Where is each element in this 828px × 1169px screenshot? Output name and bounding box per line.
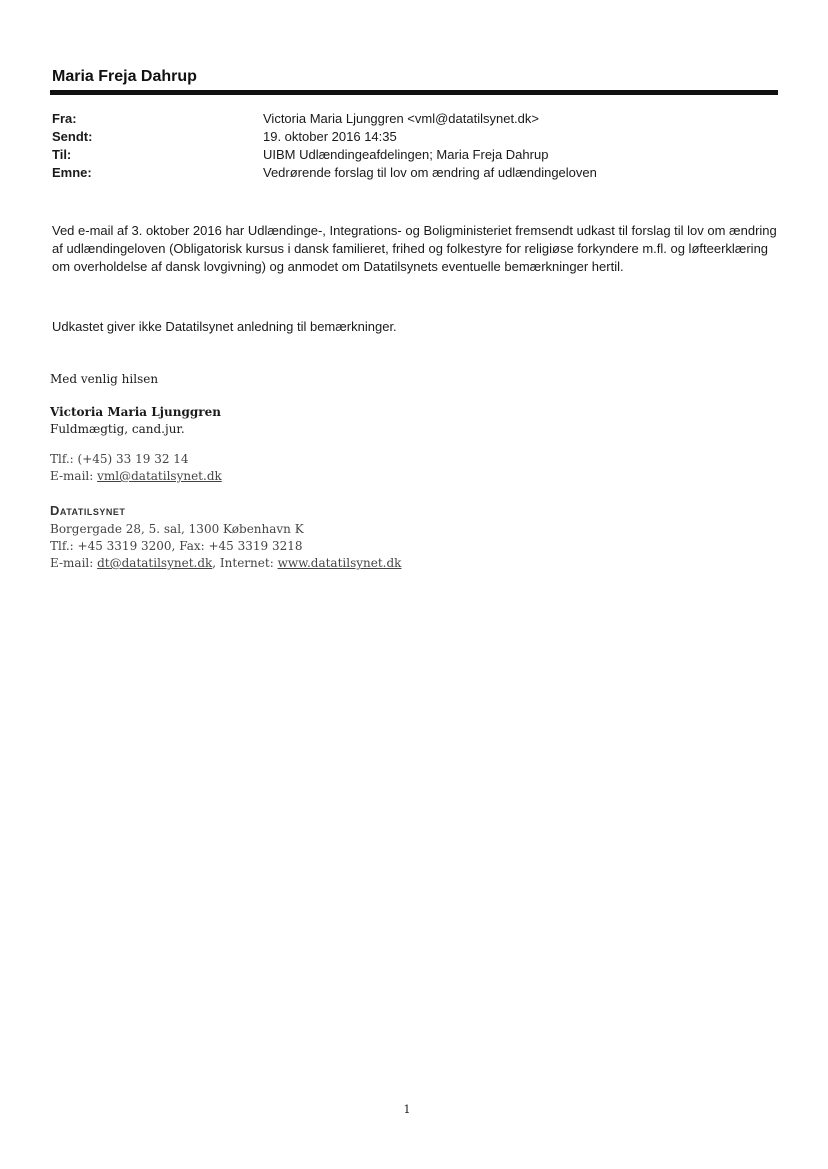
from-value: Victoria Maria Ljunggren <vml@datatilsynet.dk> xyxy=(263,111,539,126)
page-owner-name: Maria Freja Dahrup xyxy=(52,68,197,85)
to-label: Til: xyxy=(52,147,72,162)
subject-label: Emne: xyxy=(52,165,92,180)
signer-title: Fuldmægtig, cand.jur. xyxy=(50,422,185,436)
subject-value: Vedrørende forslag til lov om ændring af udlændingeloven xyxy=(263,165,597,180)
closing-greeting: Med venlig hilsen xyxy=(50,372,159,386)
body-paragraph-1: Ved e-mail af 3. oktober 2016 har Udlændinge-, Integrations- og Boligministeriet fremsendt udkast til forslag til lov om ændring af udlændingeloven (Obligatorisk kursus i dansk familieret, frihed og folkestyre for religiøse forkyndere m.fl. og løfteerklæring om overholdelse af dansk lovgivning) og anmodet om Datatilsynets eventuelle bemærkninger hertil. xyxy=(52,223,777,274)
from-label: Fra: xyxy=(52,111,77,126)
website-link[interactable]: www.datatilsynet.dk xyxy=(277,556,402,570)
header-divider xyxy=(50,90,778,95)
subject-row xyxy=(52,164,597,182)
signer-phone: Tlf.: (+45) 33 19 32 14 xyxy=(50,452,189,466)
organization-email-link[interactable]: dt@datatilsynet.dk xyxy=(97,556,213,570)
sent-label: Sendt: xyxy=(52,129,93,144)
body-paragraph-2: Udkastet giver ikke Datatilsynet anledning til bemærkninger. xyxy=(52,319,397,334)
organization-phone-fax: Tlf.: +45 3319 3200, Fax: +45 3319 3218 xyxy=(50,539,303,553)
signer-contact xyxy=(50,451,222,485)
from-row xyxy=(52,110,597,128)
signer-email-link[interactable]: vml@datatilsynet.dk xyxy=(97,469,222,483)
internet-label: , Internet: xyxy=(212,556,278,570)
organization-contact-line xyxy=(50,555,401,572)
to-row xyxy=(52,146,597,164)
email-header xyxy=(52,110,597,182)
signature-block xyxy=(50,404,221,438)
signer-email-line xyxy=(50,468,222,485)
page-number: 1 xyxy=(403,1103,411,1116)
signer-email-label: E-mail: xyxy=(50,469,98,483)
signer-name: Victoria Maria Ljunggren xyxy=(50,405,221,419)
sent-row xyxy=(52,128,597,146)
organization-block xyxy=(50,502,401,572)
organization-name: Datatilsynet xyxy=(50,503,126,518)
sent-value: 19. oktober 2016 14:35 xyxy=(263,129,397,144)
to-value: UIBM Udlændingeafdelingen; Maria Freja Dahrup xyxy=(263,147,549,162)
organization-address: Borgergade 28, 5. sal, 1300 København K xyxy=(50,522,304,536)
organization-email-label: E-mail: xyxy=(50,556,98,570)
